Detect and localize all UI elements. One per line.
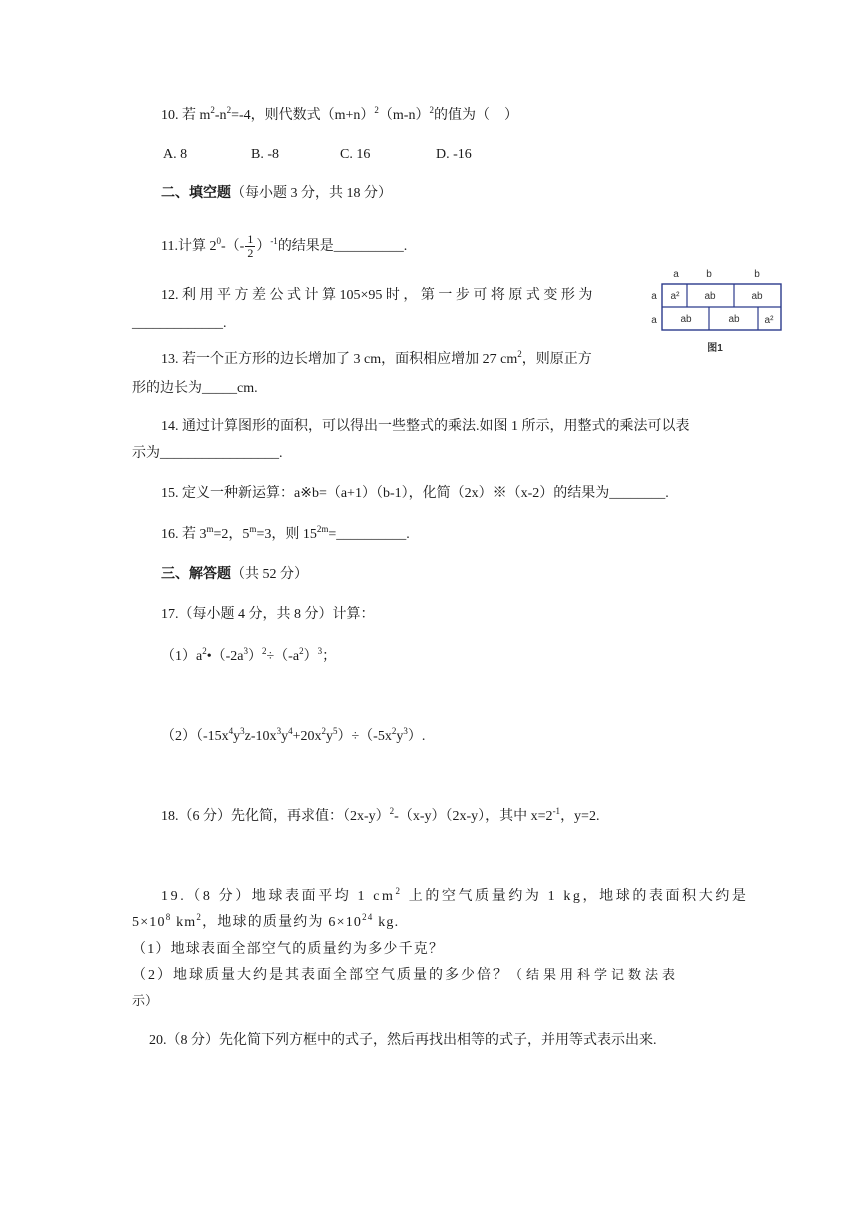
q19-line2: $5\times 10^8$ $km^2$，地球的质量约为 $6\times 10^{24}$ kg. <box>132 912 400 930</box>
q19-part2: （2）地球质量大约是其表面全部空气质量的多少倍？（结果用科学记数法表 <box>132 967 680 983</box>
q17-part1: $(1)a^2•(-2a^3)^2\div(-a^2)^3$； <box>161 646 337 664</box>
q12-line2: _____________. <box>132 316 227 331</box>
figure-caption: 图1 <box>707 343 723 354</box>
q10-option-c: C. 16 <box>340 147 371 162</box>
q19-part1: （1）地球表面全部空气的质量约为多少千克？ <box>132 942 445 957</box>
q14-line2: 示为_________________. <box>132 446 283 461</box>
q12-line1: 12. 利 用 平 方 差 公 式 计 算 105×95 时 ， 第 一 步 可 将 原 式 变 形 为 <box>161 288 593 303</box>
figure-cell-r2c2: ab <box>728 314 740 325</box>
q11: 11.计算 $2^0-(-$ $\frac{1}{2}$ ）$^{-1}$的结果是__________. <box>161 232 408 261</box>
figure-cell-r2c1: ab <box>680 314 692 325</box>
q10-option-d: D. -16 <box>436 147 472 162</box>
q17-heading: 17.（每小题 4 分，共 8 分）计算： <box>161 607 375 622</box>
figure-cell-r1c1: a² <box>670 291 680 302</box>
q10-option-a: A. 8 <box>163 147 188 162</box>
figure-top-label-a: a <box>673 269 679 280</box>
q13-line1: 13. 若一个正方形的边长增加了 3 cm，面积相应增加 27 $cm^2$，则原正方 <box>161 349 592 367</box>
q16: 16. 若 $3^m=2$，$5^m=3$，则 $15^{2m}=\_\_\_\_\_\_\_\_\_\_$. <box>161 524 410 542</box>
q10-option-b: B. -8 <box>251 147 279 162</box>
figure-side-label-a1: a <box>651 291 657 302</box>
section-fill-in-heading: 二、填空题（每小题 3 分，共 18 分） <box>161 186 392 201</box>
q20: 20.（8 分）先化简下列方框中的式子，然后再找出相等的式子，并用等式表示出来. <box>149 1033 657 1048</box>
figure-cell-r1c3: ab <box>751 291 763 302</box>
figure-top-label-b: b <box>706 269 712 280</box>
q19-line1: 19.（8 分）地球表面平均 1 $cm^2$ 上的空气质量约为 1 kg，地球的表面积大约是 <box>161 886 749 904</box>
q13-line2: 形的边长为_____cm. <box>132 381 258 396</box>
figure-top-label-b2: b <box>754 269 760 280</box>
q17-part2: $(2)(-15x^4y^3z-10x^3y^4+20x^2y^5)\div(-5x^2y^3)$. <box>161 726 426 744</box>
q14-line1: 14. 通过计算图形的面积，可以得出一些整式的乘法.如图 1 所示，用整式的乘法可以表 <box>161 419 690 434</box>
q15: 15. 定义一种新运算：a※b=（a+1）（b-1），化简（2x）※（x-2）的结果为________. <box>161 486 669 501</box>
q18: 18.（6 分）先化简，再求值：$(2x-y)^2-(x-y)(2x-y)$，其中 $x=2^{-1}$，y=2. <box>161 806 600 824</box>
section-answer-heading: 三、解答题（共 52 分） <box>161 567 308 582</box>
figure-cell-r1c2: ab <box>704 291 716 302</box>
figure-cell-r2c3: a² <box>764 315 774 326</box>
q19-part2-cont: 示） <box>132 993 159 1008</box>
figure-1-area-diagram <box>645 264 785 356</box>
q10-stem: 10. 若 $m^2-n^2=-4$，则代数式$(m+n)^2(m-n)^2$的值为（ ） <box>161 105 518 123</box>
figure-side-label-a2: a <box>651 315 657 326</box>
q11-fraction: $\frac{1}{2}$ <box>247 232 254 261</box>
